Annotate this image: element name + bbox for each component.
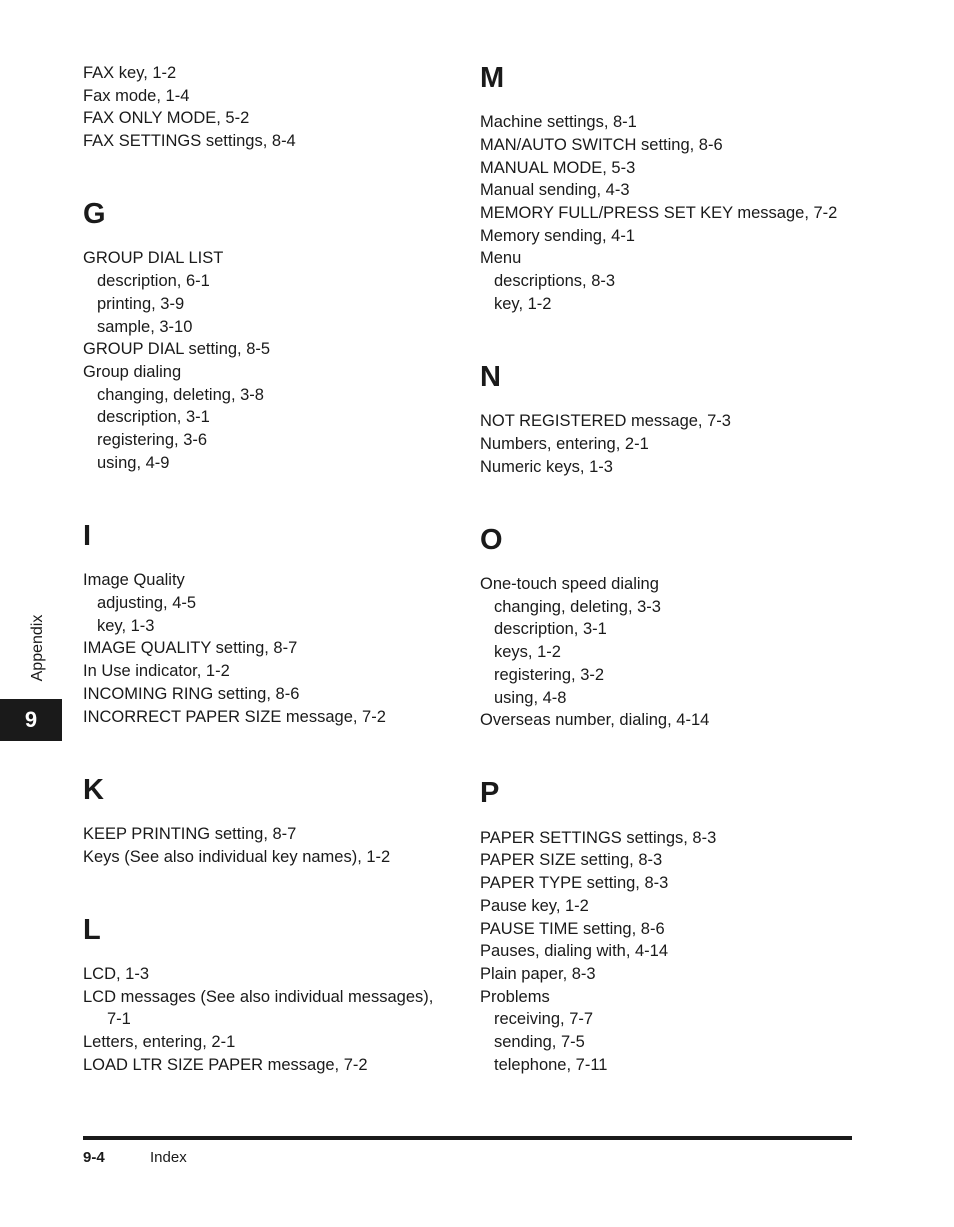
- index-entry: Keys (See also individual key names), 1-2: [83, 848, 391, 866]
- index-entry: MANUAL MODE, 5-3: [480, 159, 636, 177]
- index-entry: Group dialing: [83, 363, 182, 381]
- index-subentry: using, 4-8: [494, 689, 567, 707]
- index-subentry: key, 1-2: [494, 295, 552, 313]
- index-entry: GROUP DIAL setting, 8-5: [83, 340, 271, 358]
- index-entry: LOAD LTR SIZE PAPER message, 7-2: [83, 1056, 368, 1074]
- index-entry: Manual sending, 4-3: [480, 181, 630, 199]
- index-entry: Numeric keys, 1-3: [480, 458, 613, 476]
- index-entry: GROUP DIAL LIST: [83, 249, 224, 267]
- index-subentry: descriptions, 8-3: [494, 272, 616, 290]
- index-entry: Letters, entering, 2-1: [83, 1033, 236, 1051]
- index-entry: In Use indicator, 1-2: [83, 662, 230, 680]
- index-entry: Plain paper, 8-3: [480, 965, 596, 983]
- index-subentry: printing, 3-9: [97, 295, 185, 313]
- index-entry: MEMORY FULL/PRESS SET KEY message, 7-2: [480, 204, 838, 222]
- page-number: 9-4: [83, 1149, 105, 1166]
- index-subentry: registering, 3-2: [494, 666, 605, 684]
- index-subentry: adjusting, 4-5: [97, 594, 197, 612]
- index-entry: NOT REGISTERED message, 7-3: [480, 412, 731, 430]
- index-entry: LCD, 1-3: [83, 965, 150, 983]
- footer-section-title: Index: [150, 1149, 187, 1166]
- index-subentry: sending, 7-5: [494, 1033, 585, 1051]
- index-entry: Pauses, dialing with, 4-14: [480, 942, 669, 960]
- chapter-tab: 9: [0, 699, 62, 741]
- index-entry: Problems: [480, 988, 550, 1006]
- index-subentry: receiving, 7-7: [494, 1010, 594, 1028]
- index-entry: One-touch speed dialing: [480, 575, 659, 593]
- index-subentry: description, 3-1: [97, 408, 210, 426]
- index-entry: PAPER TYPE setting, 8-3: [480, 874, 669, 892]
- index-subentry: description, 6-1: [97, 272, 210, 290]
- index-subentry: key, 1-3: [97, 617, 155, 635]
- index-entry: PAUSE TIME setting, 8-6: [480, 920, 665, 938]
- index-entry: Machine settings, 8-1: [480, 113, 637, 131]
- index-subentry: sample, 3-10: [97, 318, 193, 336]
- index-entry: PAPER SETTINGS settings, 8-3: [480, 829, 717, 847]
- index-subentry: changing, deleting, 3-3: [494, 598, 661, 616]
- index-entry: Fax mode, 1-4: [83, 87, 190, 105]
- index-subentry: using, 4-9: [97, 454, 170, 472]
- index-entry: LCD messages (See also individual messages),: [83, 988, 434, 1006]
- index-subentry: registering, 3-6: [97, 431, 208, 449]
- index-subentry: telephone, 7-11: [494, 1056, 608, 1074]
- index-entry: MAN/AUTO SWITCH setting, 8-6: [480, 136, 723, 154]
- footer-rule: [83, 1136, 852, 1140]
- index-letter-heading: P: [480, 777, 500, 809]
- index-entry: INCORRECT PAPER SIZE message, 7-2: [83, 708, 386, 726]
- index-entry: INCOMING RING setting, 8-6: [83, 685, 300, 703]
- index-entry: FAX SETTINGS settings, 8-4: [83, 132, 296, 150]
- index-entry: Memory sending, 4-1: [480, 227, 635, 245]
- side-tab-label: Appendix: [29, 614, 46, 682]
- index-entry: IMAGE QUALITY setting, 8-7: [83, 639, 298, 657]
- index-letter-heading: O: [480, 524, 503, 556]
- index-subentry: keys, 1-2: [494, 643, 561, 661]
- index-entry: FAX key, 1-2: [83, 64, 177, 82]
- index-letter-heading: G: [83, 198, 106, 230]
- index-subentry: description, 3-1: [494, 620, 607, 638]
- index-subentry: changing, deleting, 3-8: [97, 386, 264, 404]
- index-letter-heading: M: [480, 62, 505, 94]
- index-letter-heading: K: [83, 774, 104, 806]
- index-entry: PAPER SIZE setting, 8-3: [480, 851, 663, 869]
- index-entry-continuation: 7-1: [107, 1010, 131, 1028]
- index-entry: KEEP PRINTING setting, 8-7: [83, 825, 297, 843]
- index-entry: Numbers, entering, 2-1: [480, 435, 649, 453]
- index-entry: FAX ONLY MODE, 5-2: [83, 109, 250, 127]
- index-entry: Pause key, 1-2: [480, 897, 589, 915]
- index-entry: Overseas number, dialing, 4-14: [480, 711, 710, 729]
- index-letter-heading: N: [480, 361, 501, 393]
- index-entry: Image Quality: [83, 571, 185, 589]
- index-letter-heading: I: [83, 520, 92, 552]
- index-entry: Menu: [480, 249, 522, 267]
- index-letter-heading: L: [83, 914, 101, 946]
